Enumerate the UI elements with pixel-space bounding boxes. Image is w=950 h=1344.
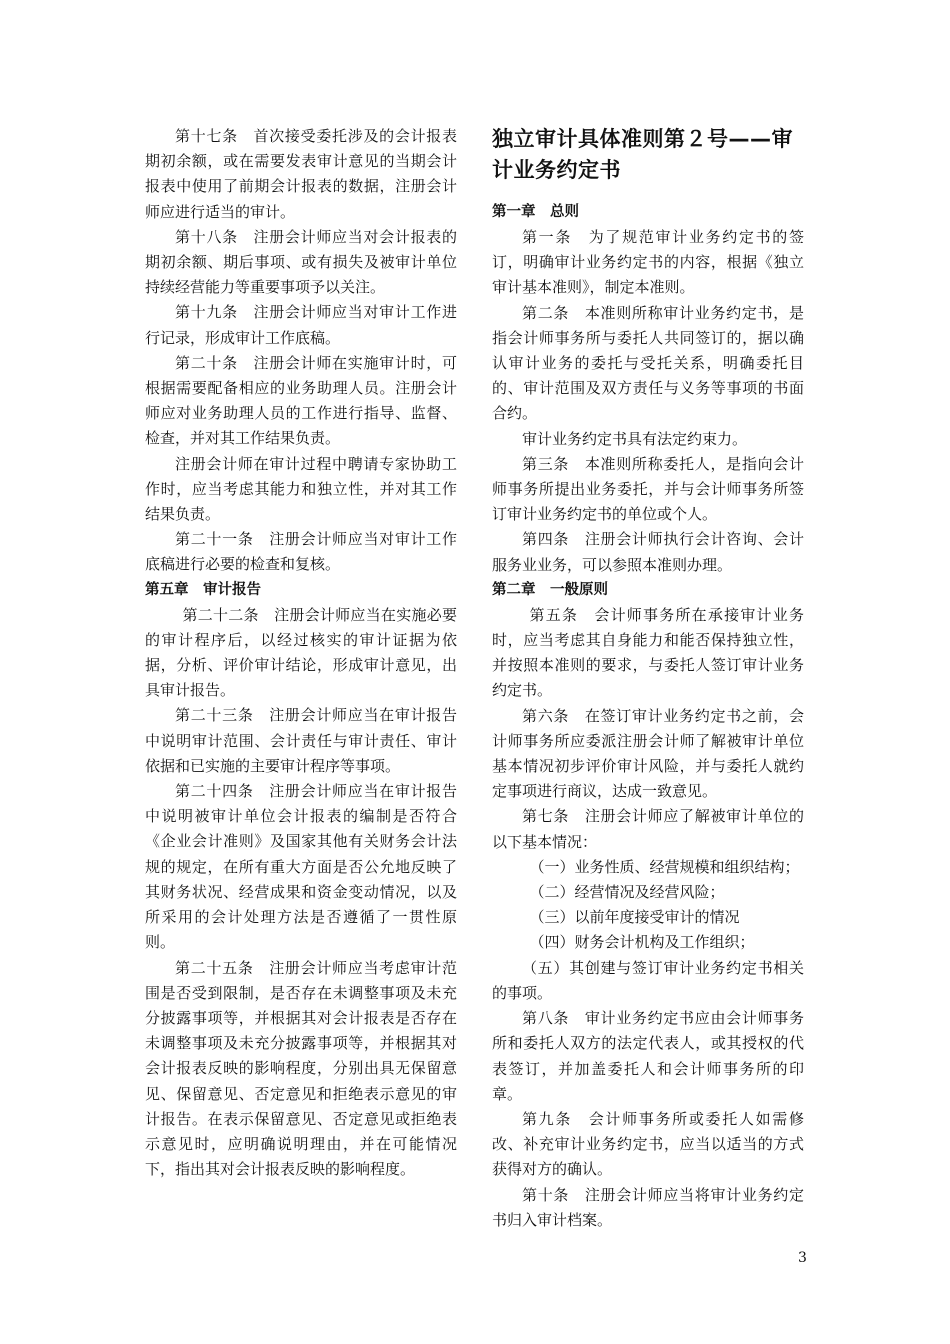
article-8: 第八条 审计业务约定书应由会计师事务所和委托人双方的法定代表人，或其授权的代表签订，并加盖委托人和会计师事务所的印章。	[492, 1009, 804, 1103]
article-22: 第二十二条 注册会计师应当在实施必要的审计程序后，以经过核实的审计证据为依据，分析、评价审计结论，形成审计意见，出具审计报告。	[145, 605, 457, 700]
article-3: 第三条 本准则所称委托人，是指向会计师事务所提出业务委托，并与会计师事务所签订审计业务约定书的单位或个人。	[492, 454, 804, 524]
article-1: 第一条 为了规范审计业务约定书的签订，明确审计业务约定书的内容，根据《独立审计基本准则》，制定本准则。	[492, 228, 804, 297]
article-5: 第五条 会计师事务所在承接审计业务时，应当考虑其自身能力和能否保持独立性，并按照本准则的要求，与委托人签订审计业务约定书。	[492, 605, 804, 700]
left-column	[145, 124, 457, 1182]
article-20-expert: 注册会计师在审计过程中聘请专家协助工作时，应当考虑其能力和独立性，并对其工作结果负责。	[145, 454, 457, 524]
article-21: 第二十一条 注册会计师应当对审计工作底稿进行必要的检查和复核。	[145, 530, 457, 574]
list-item: （四）财务会计机构及工作组织；	[529, 933, 755, 952]
chapter-2-heading: 第二章 一般原则	[492, 581, 608, 598]
article-19: 第十九条 注册会计师应当对审计工作进行记录，形成审计工作底稿。	[145, 303, 457, 347]
article-25: 第二十五条 注册会计师应当考虑审计范围是否受到限制，是否存在未调整事项及未充分披露事项等，并根据其对会计报表是否存在未调整事项及未充分披露事项等，并根据其对会计报表反映的影响程度，分别出具无保留意见、保留意见、否定意见和拒绝表示意见的审计报告。在表示保留意见、否定意见或拒绝表示意见时，应明确说明理由，并在可能情况下，指出其对会计报表反映的影响程度。	[145, 958, 457, 1179]
list-item: （三）以前年度接受审计的情况	[529, 908, 740, 927]
article-20: 第二十条 注册会计师在实施审计时，可根据需要配备相应的业务助理人员。注册会计师应对业务助理人员的工作进行指导、监督、检查，并对其工作结果负责。	[145, 353, 457, 448]
article-17: 第十七条 首次接受委托涉及的会计报表期初余额，或在需要发表审计意见的当期会计报表中使用了前期会计报表的数据，注册会计师应进行适当的审计。	[145, 127, 457, 221]
article-7: 第七条 注册会计师应了解被审计单位的以下基本情况：	[492, 807, 804, 851]
chapter-5-heading: 第五章 审计报告	[145, 581, 261, 598]
article-9: 第九条 会计师事务所或委托人如需修改、补充审计业务约定书，应当以适当的方式获得对方的确认。	[492, 1109, 804, 1179]
right-column	[492, 124, 804, 1233]
article-24: 第二十四条 注册会计师应当在审计报告中说明被审计单位会计报表的编制是否符合《企业会计准则》及国家其他有关财务会计法规的规定，在所有重大方面是否公允地反映了其财务状况、经营成果和资金变动情况，以及所采用的会计处理方法是否遵循了一贯性原则。	[145, 782, 457, 952]
document-title: 独立审计具体准则第２号——审计业务约定书	[492, 127, 793, 182]
chapter-1-heading: 第一章 总则	[492, 204, 579, 220]
article-2: 第二条 本准则所称审计业务约定书，是指会计师事务所与委托人共同签订的，据以确认审计业务的委托与受托关系，明确委托目的、审计范围及双方责任与义务等事项的书面合约。	[492, 303, 804, 423]
page-number: 3	[798, 1250, 807, 1266]
article-4: 第四条 注册会计师执行会计咨询、会计服务业业务，可以参照本准则办理。	[492, 530, 804, 574]
article-10: 第十条 注册会计师应当将审计业务约定书归入审计档案。	[492, 1185, 804, 1229]
list-item: （五）其创建与签订审计业务约定书相关的事项。	[492, 958, 804, 1002]
article-2-binding: 审计业务约定书具有法定约束力。	[522, 429, 748, 448]
article-18: 第十八条 注册会计师应当对会计报表的期初余额、期后事项、或有损失及被审计单位持续经营能力等重要事项予以关注。	[145, 227, 457, 297]
article-6: 第六条 在签订审计业务约定书之前，会计师事务所应委派注册会计师了解被审计单位基本情况初步评价审计风险，并与委托人就约定事项进行商议，达成一致意见。	[492, 706, 804, 801]
article-23: 第二十三条 注册会计师应当在审计报告中说明审计范围、会计责任与审计责任、审计依据和已实施的主要审计程序等事项。	[145, 706, 457, 775]
list-item: （二）经营情况及经营风险；	[529, 883, 725, 902]
list-item: （一）业务性质、经营规模和组织结构；	[529, 857, 800, 876]
